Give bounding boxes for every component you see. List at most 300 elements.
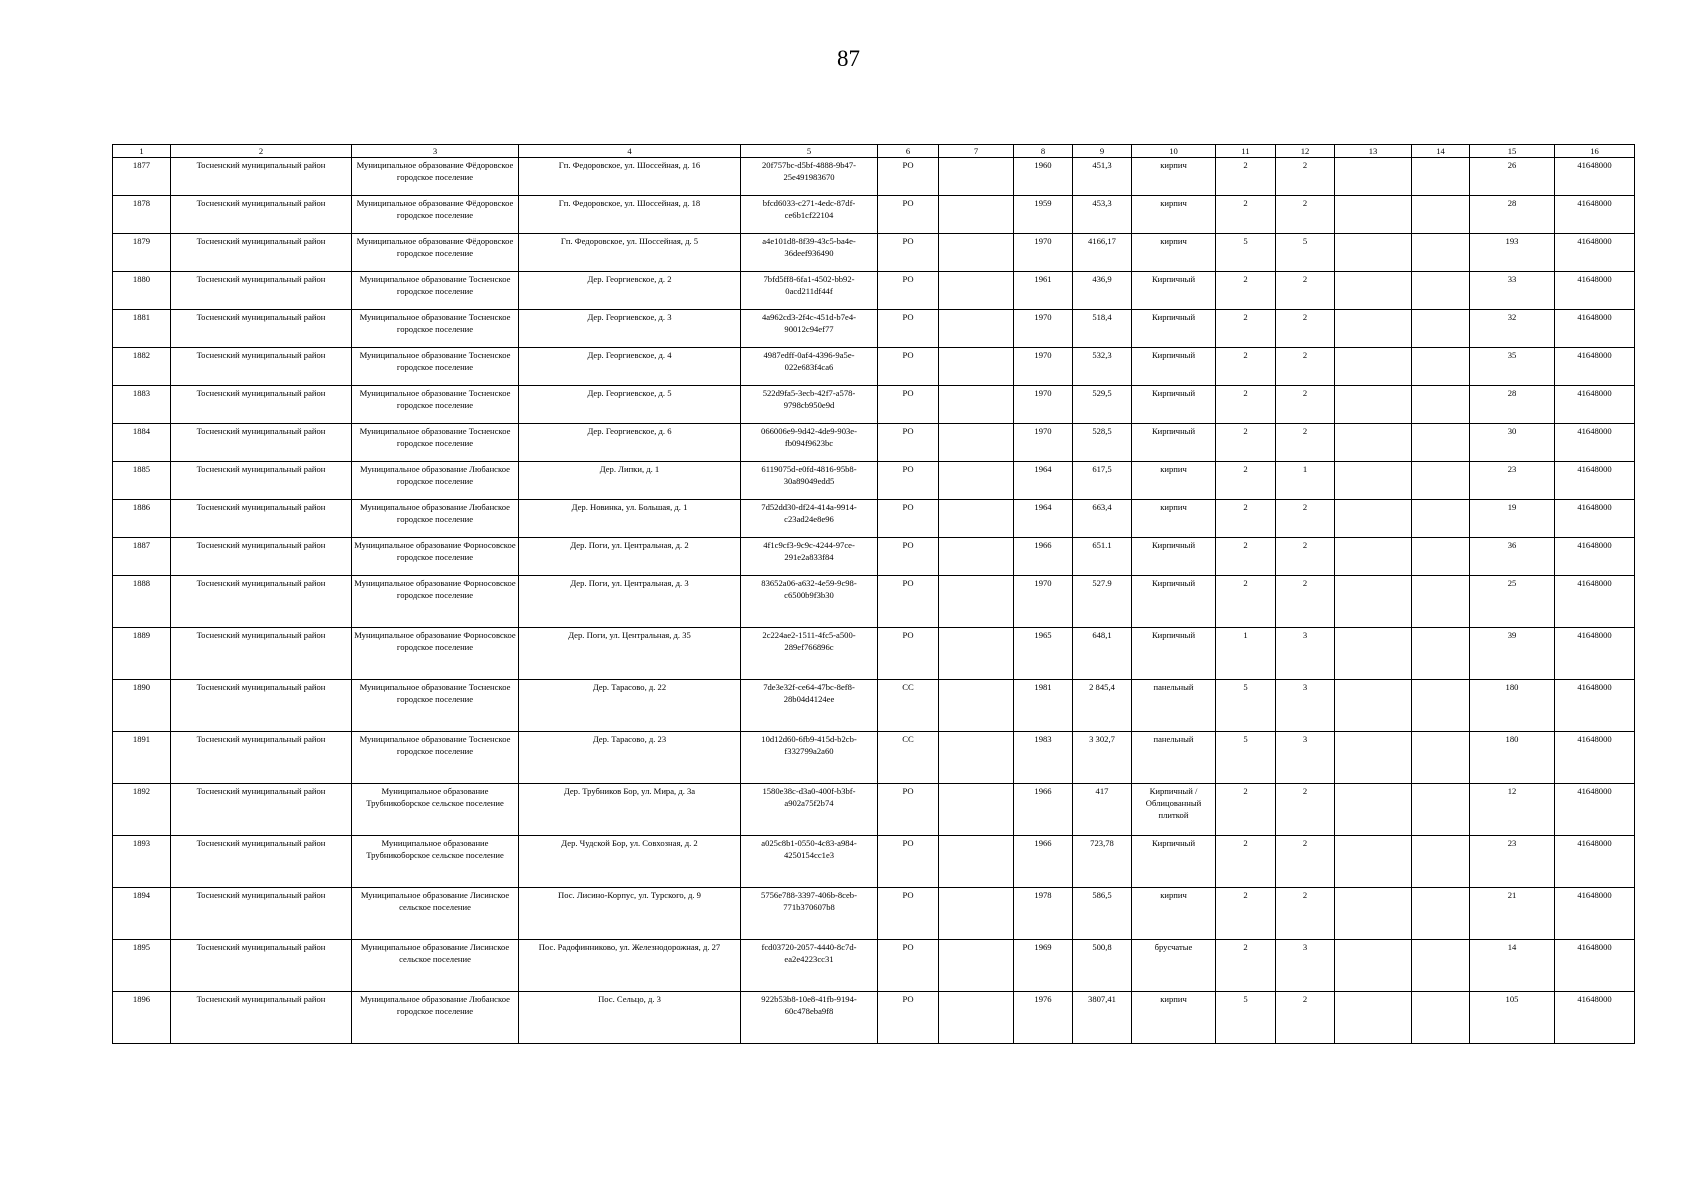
address-cell: Дер. Георгиевское, д. 2: [519, 272, 741, 310]
entrances-count-cell: 2: [1276, 196, 1335, 234]
column-header: 4: [519, 145, 741, 158]
residents-count-cell: 28: [1470, 386, 1555, 424]
total-area-cell: 4166,17: [1073, 234, 1132, 272]
address-cell: Дер. Георгиевское, д. 6: [519, 424, 741, 462]
entrances-count-cell: 2: [1276, 348, 1335, 386]
column-number-header-row: [113, 145, 1635, 158]
floors-count-cell: 2: [1216, 310, 1276, 348]
municipality-cell: Муниципальное образование Любанское городское поселение: [352, 462, 519, 500]
wall-material-cell: кирпич: [1132, 888, 1216, 940]
col7-value-cell: [939, 992, 1014, 1044]
house-guid-cell: 1580e38c-d3a0-400f-b3bf-a902a75f2b74: [741, 784, 878, 836]
residents-count-cell: 180: [1470, 732, 1555, 784]
wall-material-cell: кирпич: [1132, 158, 1216, 196]
house-guid-cell: a4e101d8-8f39-43c5-ba4e-36deef936490: [741, 234, 878, 272]
oktmo-code-cell: 41648000: [1555, 732, 1635, 784]
entrances-count-cell: 2: [1276, 386, 1335, 424]
row-number-cell: 1888: [113, 576, 171, 628]
total-area-cell: 417: [1073, 784, 1132, 836]
ownership-code-cell: РО: [878, 272, 939, 310]
municipality-cell: Муниципальное образование Тосненское городское поселение: [352, 310, 519, 348]
floors-count-cell: 2: [1216, 500, 1276, 538]
col13-value-cell: [1335, 462, 1412, 500]
col7-value-cell: [939, 784, 1014, 836]
floors-count-cell: 2: [1216, 538, 1276, 576]
table-row: [113, 500, 1635, 538]
table-row: [113, 784, 1635, 836]
col7-value-cell: [939, 576, 1014, 628]
oktmo-code-cell: 41648000: [1555, 386, 1635, 424]
housing-registry-table: [112, 144, 1635, 1044]
col13-value-cell: [1335, 888, 1412, 940]
col14-value-cell: [1412, 628, 1470, 680]
residents-count-cell: 32: [1470, 310, 1555, 348]
entrances-count-cell: 3: [1276, 732, 1335, 784]
house-guid-cell: a025c8b1-0550-4c83-a984-4250154cc1e3: [741, 836, 878, 888]
wall-material-cell: Кирпичный: [1132, 424, 1216, 462]
total-area-cell: 648,1: [1073, 628, 1132, 680]
floors-count-cell: 5: [1216, 680, 1276, 732]
col14-value-cell: [1412, 732, 1470, 784]
district-cell: Тосненский муниципальный район: [171, 196, 352, 234]
table-row: [113, 836, 1635, 888]
year-built-cell: 1961: [1014, 272, 1073, 310]
wall-material-cell: Кирпичный / Облицованный плиткой: [1132, 784, 1216, 836]
table-row: [113, 234, 1635, 272]
col14-value-cell: [1412, 310, 1470, 348]
entrances-count-cell: 2: [1276, 784, 1335, 836]
col13-value-cell: [1335, 680, 1412, 732]
house-guid-cell: 7de3e32f-ce64-47bc-8ef8-28b04d4124ee: [741, 680, 878, 732]
wall-material-cell: Кирпичный: [1132, 272, 1216, 310]
residents-count-cell: 36: [1470, 538, 1555, 576]
house-guid-cell: 20f757bc-d5bf-4888-9b47-25e491983670: [741, 158, 878, 196]
wall-material-cell: кирпич: [1132, 992, 1216, 1044]
wall-material-cell: Кирпичный: [1132, 310, 1216, 348]
address-cell: Дер. Поги, ул. Центральная, д. 3: [519, 576, 741, 628]
column-header: 11: [1216, 145, 1276, 158]
year-built-cell: 1966: [1014, 836, 1073, 888]
col14-value-cell: [1412, 992, 1470, 1044]
municipality-cell: Муниципальное образование Тосненское городское поселение: [352, 732, 519, 784]
district-cell: Тосненский муниципальный район: [171, 680, 352, 732]
entrances-count-cell: 2: [1276, 310, 1335, 348]
address-cell: Гп. Федоровское, ул. Шоссейная, д. 16: [519, 158, 741, 196]
table-row: [113, 196, 1635, 234]
wall-material-cell: Кирпичный: [1132, 348, 1216, 386]
oktmo-code-cell: 41648000: [1555, 196, 1635, 234]
column-header: 5: [741, 145, 878, 158]
total-area-cell: 453,3: [1073, 196, 1132, 234]
house-guid-cell: 2c224ae2-1511-4fc5-a500-289ef766896c: [741, 628, 878, 680]
row-number-cell: 1879: [113, 234, 171, 272]
total-area-cell: 527.9: [1073, 576, 1132, 628]
col7-value-cell: [939, 888, 1014, 940]
floors-count-cell: 2: [1216, 348, 1276, 386]
floors-count-cell: 2: [1216, 272, 1276, 310]
address-cell: Дер. Тарасово, д. 23: [519, 732, 741, 784]
year-built-cell: 1970: [1014, 234, 1073, 272]
address-cell: Дер. Трубников Бор, ул. Мира, д. 3а: [519, 784, 741, 836]
col13-value-cell: [1335, 836, 1412, 888]
column-header: 6: [878, 145, 939, 158]
house-guid-cell: fcd03720-2057-4440-8c7d-ea2e4223cc31: [741, 940, 878, 992]
total-area-cell: 663,4: [1073, 500, 1132, 538]
col7-value-cell: [939, 836, 1014, 888]
year-built-cell: 1976: [1014, 992, 1073, 1044]
table-row: [113, 732, 1635, 784]
address-cell: Гп. Федоровское, ул. Шоссейная, д. 5: [519, 234, 741, 272]
col7-value-cell: [939, 500, 1014, 538]
municipality-cell: Муниципальное образование Лисинское сельское поселение: [352, 940, 519, 992]
address-cell: Дер. Липки, д. 1: [519, 462, 741, 500]
wall-material-cell: Кирпичный: [1132, 576, 1216, 628]
house-guid-cell: 922b53b8-10e8-41fb-9194-60c478eba9f8: [741, 992, 878, 1044]
year-built-cell: 1965: [1014, 628, 1073, 680]
col14-value-cell: [1412, 784, 1470, 836]
house-guid-cell: 10d12d60-6fb9-415d-b2cb-f332799a2a60: [741, 732, 878, 784]
year-built-cell: 1970: [1014, 386, 1073, 424]
ownership-code-cell: РО: [878, 196, 939, 234]
residents-count-cell: 30: [1470, 424, 1555, 462]
oktmo-code-cell: 41648000: [1555, 784, 1635, 836]
column-header: 10: [1132, 145, 1216, 158]
total-area-cell: 528,5: [1073, 424, 1132, 462]
col14-value-cell: [1412, 158, 1470, 196]
column-header: 2: [171, 145, 352, 158]
oktmo-code-cell: 41648000: [1555, 992, 1635, 1044]
district-cell: Тосненский муниципальный район: [171, 158, 352, 196]
year-built-cell: 1959: [1014, 196, 1073, 234]
row-number-cell: 1885: [113, 462, 171, 500]
house-guid-cell: 066006e9-9d42-4de9-903e-fb094f9623bc: [741, 424, 878, 462]
column-header: 15: [1470, 145, 1555, 158]
district-cell: Тосненский муниципальный район: [171, 732, 352, 784]
column-header: 9: [1073, 145, 1132, 158]
oktmo-code-cell: 41648000: [1555, 234, 1635, 272]
year-built-cell: 1970: [1014, 576, 1073, 628]
residents-count-cell: 35: [1470, 348, 1555, 386]
ownership-code-cell: РО: [878, 538, 939, 576]
col7-value-cell: [939, 234, 1014, 272]
district-cell: Тосненский муниципальный район: [171, 628, 352, 680]
col13-value-cell: [1335, 628, 1412, 680]
col13-value-cell: [1335, 196, 1412, 234]
ownership-code-cell: РО: [878, 234, 939, 272]
house-guid-cell: bfcd6033-c271-4edc-87df-ce6b1cf22104: [741, 196, 878, 234]
wall-material-cell: кирпич: [1132, 234, 1216, 272]
oktmo-code-cell: 41648000: [1555, 272, 1635, 310]
wall-material-cell: брусчатые: [1132, 940, 1216, 992]
address-cell: Дер. Георгиевское, д. 5: [519, 386, 741, 424]
total-area-cell: 529,5: [1073, 386, 1132, 424]
municipality-cell: Муниципальное образование Фёдоровское городское поселение: [352, 234, 519, 272]
row-number-cell: 1890: [113, 680, 171, 732]
ownership-code-cell: РО: [878, 310, 939, 348]
house-guid-cell: 5756e788-3397-406b-8ceb-771b370607b8: [741, 888, 878, 940]
table-row: [113, 310, 1635, 348]
floors-count-cell: 2: [1216, 462, 1276, 500]
col13-value-cell: [1335, 348, 1412, 386]
row-number-cell: 1892: [113, 784, 171, 836]
entrances-count-cell: 2: [1276, 992, 1335, 1044]
col13-value-cell: [1335, 158, 1412, 196]
oktmo-code-cell: 41648000: [1555, 836, 1635, 888]
municipality-cell: Муниципальное образование Трубникоборское сельское поселение: [352, 836, 519, 888]
total-area-cell: 723,78: [1073, 836, 1132, 888]
district-cell: Тосненский муниципальный район: [171, 386, 352, 424]
table-row: [113, 940, 1635, 992]
col13-value-cell: [1335, 272, 1412, 310]
residents-count-cell: 23: [1470, 462, 1555, 500]
house-guid-cell: 4f1c9cf3-9c9c-4244-97ce-291e2a833f84: [741, 538, 878, 576]
table-row: [113, 272, 1635, 310]
oktmo-code-cell: 41648000: [1555, 628, 1635, 680]
entrances-count-cell: 1: [1276, 462, 1335, 500]
column-header: 12: [1276, 145, 1335, 158]
house-guid-cell: 7d52dd30-df24-414a-9914-c23ad24e8e96: [741, 500, 878, 538]
total-area-cell: 3 302,7: [1073, 732, 1132, 784]
district-cell: Тосненский муниципальный район: [171, 784, 352, 836]
district-cell: Тосненский муниципальный район: [171, 992, 352, 1044]
residents-count-cell: 25: [1470, 576, 1555, 628]
column-header: 7: [939, 145, 1014, 158]
total-area-cell: 518,4: [1073, 310, 1132, 348]
residents-count-cell: 21: [1470, 888, 1555, 940]
district-cell: Тосненский муниципальный район: [171, 424, 352, 462]
floors-count-cell: 2: [1216, 888, 1276, 940]
row-number-cell: 1894: [113, 888, 171, 940]
entrances-count-cell: 2: [1276, 538, 1335, 576]
col13-value-cell: [1335, 538, 1412, 576]
floors-count-cell: 5: [1216, 732, 1276, 784]
col7-value-cell: [939, 680, 1014, 732]
column-header: 16: [1555, 145, 1635, 158]
total-area-cell: 3807,41: [1073, 992, 1132, 1044]
residents-count-cell: 180: [1470, 680, 1555, 732]
table-row: [113, 538, 1635, 576]
address-cell: Дер. Тарасово, д. 22: [519, 680, 741, 732]
address-cell: Пос. Радофинниково, ул. Железнодорожная, д. 27: [519, 940, 741, 992]
ownership-code-cell: РО: [878, 940, 939, 992]
entrances-count-cell: 3: [1276, 940, 1335, 992]
col14-value-cell: [1412, 462, 1470, 500]
row-number-cell: 1893: [113, 836, 171, 888]
floors-count-cell: 1: [1216, 628, 1276, 680]
address-cell: Дер. Чудской Бор, ул. Совхозная, д. 2: [519, 836, 741, 888]
table-row: [113, 628, 1635, 680]
house-guid-cell: 7bfd5ff8-6fa1-4502-bb92-0acd211df44f: [741, 272, 878, 310]
col14-value-cell: [1412, 888, 1470, 940]
col13-value-cell: [1335, 940, 1412, 992]
col7-value-cell: [939, 386, 1014, 424]
total-area-cell: 436,9: [1073, 272, 1132, 310]
table-row: [113, 576, 1635, 628]
col14-value-cell: [1412, 538, 1470, 576]
year-built-cell: 1983: [1014, 732, 1073, 784]
col13-value-cell: [1335, 500, 1412, 538]
entrances-count-cell: 2: [1276, 272, 1335, 310]
col13-value-cell: [1335, 424, 1412, 462]
total-area-cell: 617,5: [1073, 462, 1132, 500]
municipality-cell: Муниципальное образование Форносовское городское поселение: [352, 576, 519, 628]
oktmo-code-cell: 41648000: [1555, 680, 1635, 732]
col14-value-cell: [1412, 576, 1470, 628]
ownership-code-cell: РО: [878, 888, 939, 940]
col7-value-cell: [939, 272, 1014, 310]
ownership-code-cell: РО: [878, 424, 939, 462]
district-cell: Тосненский муниципальный район: [171, 538, 352, 576]
col7-value-cell: [939, 462, 1014, 500]
entrances-count-cell: 2: [1276, 576, 1335, 628]
entrances-count-cell: 2: [1276, 888, 1335, 940]
ownership-code-cell: РО: [878, 386, 939, 424]
year-built-cell: 1964: [1014, 462, 1073, 500]
total-area-cell: 500,8: [1073, 940, 1132, 992]
oktmo-code-cell: 41648000: [1555, 888, 1635, 940]
col7-value-cell: [939, 940, 1014, 992]
col14-value-cell: [1412, 500, 1470, 538]
oktmo-code-cell: 41648000: [1555, 310, 1635, 348]
row-number-cell: 1895: [113, 940, 171, 992]
col14-value-cell: [1412, 234, 1470, 272]
col13-value-cell: [1335, 784, 1412, 836]
row-number-cell: 1877: [113, 158, 171, 196]
row-number-cell: 1891: [113, 732, 171, 784]
municipality-cell: Муниципальное образование Тосненское городское поселение: [352, 424, 519, 462]
col7-value-cell: [939, 732, 1014, 784]
entrances-count-cell: 2: [1276, 500, 1335, 538]
municipality-cell: Муниципальное образование Любанское городское поселение: [352, 992, 519, 1044]
floors-count-cell: 5: [1216, 234, 1276, 272]
residents-count-cell: 23: [1470, 836, 1555, 888]
wall-material-cell: панельный: [1132, 680, 1216, 732]
wall-material-cell: кирпич: [1132, 500, 1216, 538]
wall-material-cell: Кирпичный: [1132, 386, 1216, 424]
total-area-cell: 586,5: [1073, 888, 1132, 940]
column-header: 1: [113, 145, 171, 158]
col14-value-cell: [1412, 348, 1470, 386]
residents-count-cell: 193: [1470, 234, 1555, 272]
col7-value-cell: [939, 158, 1014, 196]
column-header: 13: [1335, 145, 1412, 158]
district-cell: Тосненский муниципальный район: [171, 940, 352, 992]
col13-value-cell: [1335, 386, 1412, 424]
table-row: [113, 888, 1635, 940]
oktmo-code-cell: 41648000: [1555, 500, 1635, 538]
year-built-cell: 1970: [1014, 348, 1073, 386]
address-cell: Дер. Георгиевское, д. 3: [519, 310, 741, 348]
year-built-cell: 1981: [1014, 680, 1073, 732]
table-row: [113, 424, 1635, 462]
col14-value-cell: [1412, 424, 1470, 462]
municipality-cell: Муниципальное образование Фёдоровское городское поселение: [352, 196, 519, 234]
total-area-cell: 532,3: [1073, 348, 1132, 386]
address-cell: Дер. Поги, ул. Центральная, д. 2: [519, 538, 741, 576]
ownership-code-cell: РО: [878, 836, 939, 888]
row-number-cell: 1883: [113, 386, 171, 424]
ownership-code-cell: РО: [878, 158, 939, 196]
row-number-cell: 1886: [113, 500, 171, 538]
col13-value-cell: [1335, 310, 1412, 348]
ownership-code-cell: РО: [878, 462, 939, 500]
row-number-cell: 1881: [113, 310, 171, 348]
col7-value-cell: [939, 348, 1014, 386]
floors-count-cell: 2: [1216, 196, 1276, 234]
address-cell: Дер. Новинка, ул. Большая, д. 1: [519, 500, 741, 538]
oktmo-code-cell: 41648000: [1555, 576, 1635, 628]
year-built-cell: 1966: [1014, 784, 1073, 836]
district-cell: Тосненский муниципальный район: [171, 462, 352, 500]
col13-value-cell: [1335, 576, 1412, 628]
year-built-cell: 1970: [1014, 310, 1073, 348]
residents-count-cell: 105: [1470, 992, 1555, 1044]
address-cell: Гп. Федоровское, ул. Шоссейная, д. 18: [519, 196, 741, 234]
wall-material-cell: Кирпичный: [1132, 538, 1216, 576]
wall-material-cell: панельный: [1132, 732, 1216, 784]
municipality-cell: Муниципальное образование Фёдоровское городское поселение: [352, 158, 519, 196]
oktmo-code-cell: 41648000: [1555, 158, 1635, 196]
row-number-cell: 1887: [113, 538, 171, 576]
house-guid-cell: 83652a06-a632-4e59-9c98-c6500b9f3b30: [741, 576, 878, 628]
residents-count-cell: 14: [1470, 940, 1555, 992]
total-area-cell: 651.1: [1073, 538, 1132, 576]
table-row: [113, 680, 1635, 732]
district-cell: Тосненский муниципальный район: [171, 310, 352, 348]
floors-count-cell: 2: [1216, 424, 1276, 462]
row-number-cell: 1896: [113, 992, 171, 1044]
oktmo-code-cell: 41648000: [1555, 538, 1635, 576]
col14-value-cell: [1412, 836, 1470, 888]
floors-count-cell: 2: [1216, 940, 1276, 992]
district-cell: Тосненский муниципальный район: [171, 836, 352, 888]
col14-value-cell: [1412, 680, 1470, 732]
address-cell: Дер. Георгиевское, д. 4: [519, 348, 741, 386]
municipality-cell: Муниципальное образование Тосненское городское поселение: [352, 348, 519, 386]
district-cell: Тосненский муниципальный район: [171, 348, 352, 386]
district-cell: Тосненский муниципальный район: [171, 576, 352, 628]
column-header: 8: [1014, 145, 1073, 158]
table-row: [113, 462, 1635, 500]
ownership-code-cell: СС: [878, 732, 939, 784]
address-cell: Дер. Поги, ул. Центральная, д. 35: [519, 628, 741, 680]
column-header: 3: [352, 145, 519, 158]
residents-count-cell: 26: [1470, 158, 1555, 196]
col13-value-cell: [1335, 992, 1412, 1044]
row-number-cell: 1882: [113, 348, 171, 386]
municipality-cell: Муниципальное образование Тосненское городское поселение: [352, 272, 519, 310]
ownership-code-cell: РО: [878, 500, 939, 538]
oktmo-code-cell: 41648000: [1555, 348, 1635, 386]
year-built-cell: 1964: [1014, 500, 1073, 538]
floors-count-cell: 2: [1216, 576, 1276, 628]
residents-count-cell: 33: [1470, 272, 1555, 310]
oktmo-code-cell: 41648000: [1555, 462, 1635, 500]
municipality-cell: Муниципальное образование Форносовское городское поселение: [352, 628, 519, 680]
municipality-cell: Муниципальное образование Трубникоборское сельское поселение: [352, 784, 519, 836]
residents-count-cell: 12: [1470, 784, 1555, 836]
entrances-count-cell: 3: [1276, 628, 1335, 680]
ownership-code-cell: РО: [878, 576, 939, 628]
table-row: [113, 348, 1635, 386]
municipality-cell: Муниципальное образование Любанское городское поселение: [352, 500, 519, 538]
district-cell: Тосненский муниципальный район: [171, 272, 352, 310]
house-guid-cell: 6119075d-e0fd-4816-95b8-30a89049edd5: [741, 462, 878, 500]
residents-count-cell: 39: [1470, 628, 1555, 680]
entrances-count-cell: 5: [1276, 234, 1335, 272]
wall-material-cell: кирпич: [1132, 462, 1216, 500]
col13-value-cell: [1335, 732, 1412, 784]
